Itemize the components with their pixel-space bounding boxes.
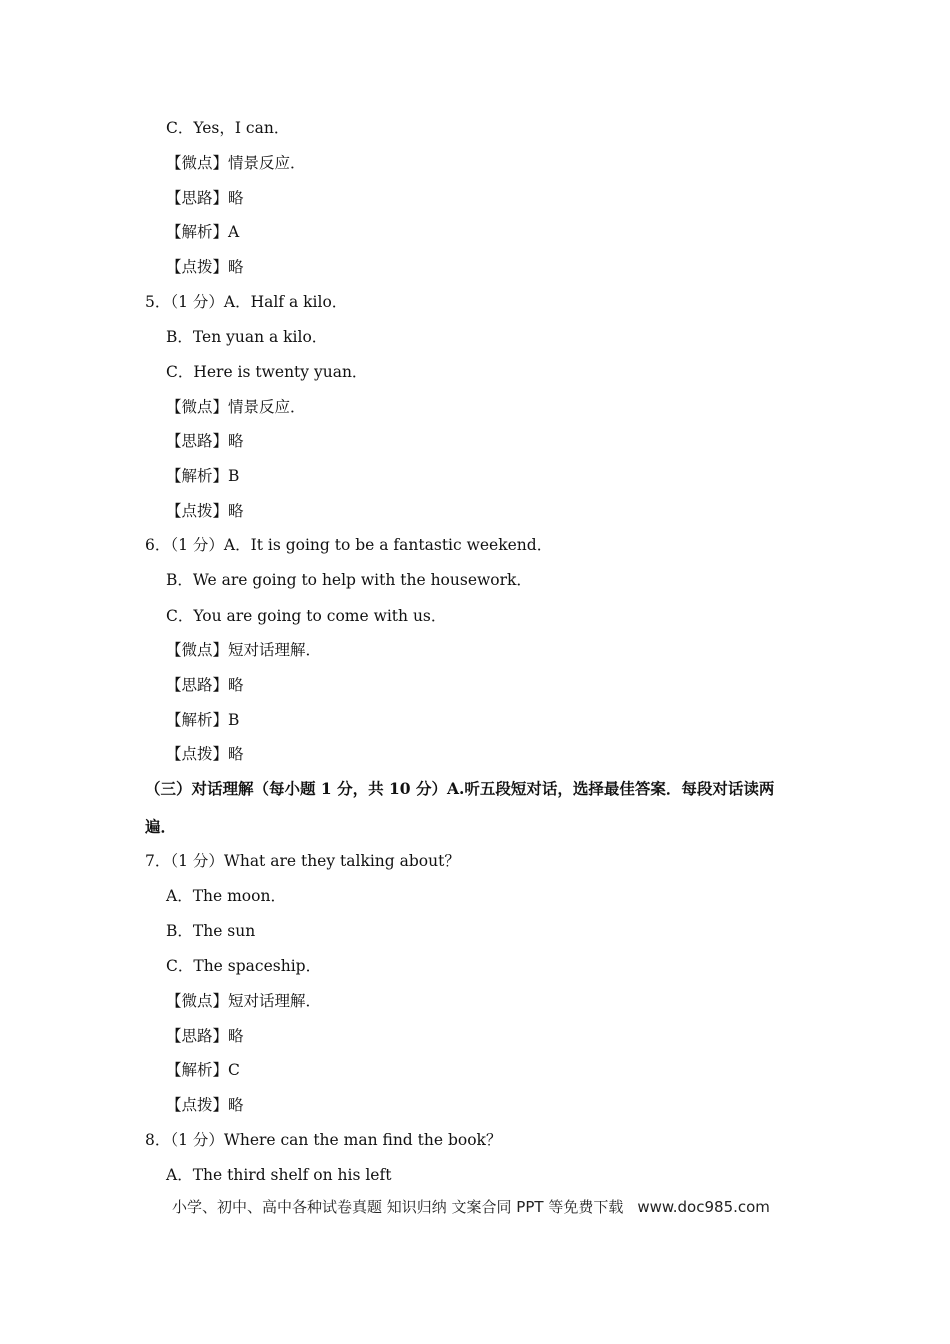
option-b-line: B．The sun: [166, 922, 256, 940]
option-c-line: C．Yes，I can．: [166, 119, 290, 137]
option-b-line: B．We are going to help with the housework．: [166, 571, 532, 589]
question-6: 6．（1 分）A．It is going to be a fantastic weekend．: [145, 536, 553, 554]
silu-line: 【思路】略: [166, 1027, 244, 1045]
option-c-line: C．Here is twenty yuan．: [166, 363, 368, 381]
option-b-line: B．Ten yuan a kilo．: [166, 328, 328, 346]
silu-line: 【思路】略: [166, 189, 244, 207]
footer-url-link[interactable]: www.doc985.com: [637, 1198, 770, 1216]
jiexi-line: 【解析】C: [166, 1061, 240, 1079]
option-c-line: C．You are going to come with us．: [166, 607, 447, 625]
option-c-line: C．The spaceship．: [166, 957, 322, 975]
silu-line: 【思路】略: [166, 432, 244, 450]
question-7: 7．（1 分）What are they talking about？: [145, 852, 460, 870]
weidian-line: 【微点】短对话理解．: [166, 641, 322, 659]
weidian-line: 【微点】短对话理解．: [166, 992, 322, 1010]
footer: [172, 1196, 770, 1217]
jiexi-line: 【解析】B: [166, 711, 240, 729]
weidian-line: 【微点】情景反应．: [166, 398, 306, 416]
dianbo-line: 【点拨】略: [166, 745, 244, 763]
footer-text: 小学、初中、高中各种试卷真题 知识归纳 文案合同 PPT 等免费下载: [172, 1198, 624, 1216]
dianbo-line: 【点拨】略: [166, 258, 244, 276]
section-heading-cont: 遍．: [145, 817, 177, 836]
section-heading: （三）对话理解（每小题 1 分，共 10 分）A.听五段短对话，选择最佳答案．每段对话读两: [145, 779, 775, 798]
question-5: 5．（1 分）A．Half a kilo．: [145, 293, 348, 311]
question-8: 8．（1 分）Where can the man find the book？: [145, 1131, 502, 1149]
silu-line: 【思路】略: [166, 676, 244, 694]
weidian-line: 【微点】情景反应．: [166, 154, 306, 172]
dianbo-line: 【点拨】略: [166, 1096, 244, 1114]
jiexi-line: 【解析】B: [166, 467, 240, 485]
option-a-line: A．The moon．: [166, 887, 286, 905]
dianbo-line: 【点拨】略: [166, 502, 244, 520]
jiexi-line: 【解析】A: [166, 223, 240, 241]
option-a-line: A．The third shelf on his left: [166, 1166, 392, 1184]
